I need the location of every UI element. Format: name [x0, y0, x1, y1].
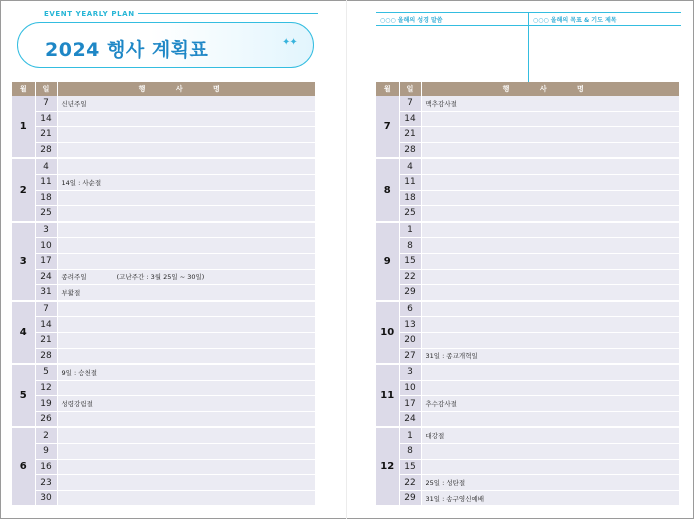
col-day-header: 일	[35, 82, 57, 96]
table-row	[376, 490, 680, 506]
event-name: 맥추감사절	[425, 99, 457, 108]
title-banner	[17, 22, 314, 68]
event-cell[interactable]	[57, 190, 316, 206]
event-cell[interactable]	[421, 127, 680, 143]
event-cell[interactable]	[57, 253, 316, 269]
event-cell[interactable]	[57, 174, 316, 190]
day-cell: 19	[35, 396, 57, 412]
month-cell: 8	[376, 158, 399, 221]
table-row	[376, 174, 680, 190]
event-cell[interactable]	[421, 348, 680, 364]
event-cell[interactable]	[57, 96, 316, 111]
col-day-header: 일	[399, 82, 421, 96]
month-cell: 7	[376, 96, 399, 158]
table-row	[12, 332, 316, 348]
table-row	[376, 222, 680, 238]
event-cell[interactable]	[57, 269, 316, 285]
event-cell[interactable]	[421, 396, 680, 412]
table-row	[376, 364, 680, 380]
table-row	[376, 158, 680, 174]
event-cell[interactable]	[421, 332, 680, 348]
day-cell: 18	[399, 190, 421, 206]
col-event-header: 행 사 명	[421, 82, 680, 96]
event-cell[interactable]	[421, 158, 680, 174]
page-title: 2024 행사 계획표	[45, 39, 209, 61]
event-cell[interactable]	[57, 411, 316, 427]
table-row	[376, 111, 680, 127]
month-cell: 10	[376, 301, 399, 364]
event-name: 성령강림절	[61, 400, 93, 409]
table-row	[12, 238, 316, 254]
day-cell: 5	[35, 364, 57, 380]
brand-underline	[138, 13, 318, 14]
event-cell[interactable]	[421, 269, 680, 285]
day-cell: 28	[399, 142, 421, 158]
table-row	[376, 269, 680, 285]
day-cell: 25	[399, 206, 421, 222]
event-cell[interactable]	[421, 222, 680, 238]
table-row	[12, 142, 316, 158]
table-row	[376, 190, 680, 206]
table-row	[12, 127, 316, 143]
table-row	[376, 285, 680, 301]
table-row	[12, 301, 316, 317]
table-row	[12, 459, 316, 475]
day-cell: 15	[399, 459, 421, 475]
day-cell: 17	[35, 253, 57, 269]
day-cell: 7	[35, 96, 57, 111]
event-cell[interactable]	[57, 490, 316, 506]
event-cell[interactable]	[57, 396, 316, 412]
goals-prayer-label: ○○○ 올해의 목표 & 기도 제목	[533, 17, 617, 24]
event-cell[interactable]	[57, 332, 316, 348]
month-cell: 9	[376, 222, 399, 301]
table-row	[376, 301, 680, 317]
page-fold	[346, 0, 347, 519]
table-row	[12, 96, 316, 111]
event-cell[interactable]	[421, 444, 680, 460]
day-cell: 24	[35, 269, 57, 285]
table-header-row	[376, 82, 680, 96]
day-cell: 15	[399, 253, 421, 269]
event-cell[interactable]	[421, 142, 680, 158]
event-cell[interactable]	[421, 317, 680, 333]
table-row	[12, 411, 316, 427]
table-row	[376, 348, 680, 364]
day-cell: 16	[35, 459, 57, 475]
table-row	[12, 317, 316, 333]
col-month-header: 월	[376, 82, 399, 96]
table-row	[12, 253, 316, 269]
table-row	[376, 444, 680, 460]
event-name: 부활절	[61, 288, 81, 297]
brand-label: EVENT YEARLY PLAN	[44, 10, 135, 18]
day-cell: 25	[35, 206, 57, 222]
table-row	[376, 411, 680, 427]
event-cell[interactable]	[421, 96, 680, 111]
day-cell: 3	[399, 364, 421, 380]
event-name: 14일 : 사순절	[61, 178, 102, 187]
table-row	[12, 380, 316, 396]
day-cell: 18	[35, 190, 57, 206]
event-cell[interactable]	[57, 380, 316, 396]
day-cell: 14	[399, 111, 421, 127]
table-row	[12, 174, 316, 190]
day-cell: 10	[35, 238, 57, 254]
day-cell: 11	[35, 174, 57, 190]
table-row	[376, 332, 680, 348]
event-cell[interactable]	[421, 364, 680, 380]
table-row	[12, 111, 316, 127]
day-cell: 8	[399, 444, 421, 460]
table-row	[12, 269, 316, 285]
day-cell: 27	[399, 348, 421, 364]
event-name: 추수감사절	[425, 400, 457, 409]
table-header-row	[12, 82, 316, 96]
day-cell: 21	[35, 127, 57, 143]
event-cell[interactable]	[57, 285, 316, 301]
schedule-table-jul-dec	[376, 82, 680, 507]
table-row	[12, 158, 316, 174]
table-row	[376, 317, 680, 333]
day-cell: 30	[35, 490, 57, 506]
month-cell: 3	[12, 222, 35, 301]
table-row	[376, 427, 680, 443]
event-name: 31일 : 송구영신예배	[425, 494, 485, 503]
table-row	[12, 396, 316, 412]
yearly-goals-box	[376, 12, 681, 82]
day-cell: 7	[35, 301, 57, 317]
month-cell: 6	[12, 427, 35, 506]
day-cell: 21	[35, 332, 57, 348]
table-row	[376, 96, 680, 111]
event-cell[interactable]	[57, 475, 316, 491]
table-row	[12, 190, 316, 206]
event-cell[interactable]	[57, 238, 316, 254]
event-cell[interactable]	[421, 190, 680, 206]
month-cell: 2	[12, 158, 35, 221]
day-cell: 4	[399, 158, 421, 174]
month-cell: 1	[12, 96, 35, 158]
table-row	[376, 253, 680, 269]
event-name: 신년주일	[61, 99, 87, 108]
event-cell[interactable]	[421, 285, 680, 301]
table-row	[376, 206, 680, 222]
day-cell: 26	[35, 411, 57, 427]
day-cell: 6	[399, 301, 421, 317]
day-cell: 23	[35, 475, 57, 491]
day-cell: 10	[399, 380, 421, 396]
event-cell[interactable]	[421, 411, 680, 427]
col-event-header: 행 사 명	[57, 82, 316, 96]
day-cell: 22	[399, 475, 421, 491]
day-cell: 14	[35, 317, 57, 333]
event-cell[interactable]	[57, 317, 316, 333]
day-cell: 21	[399, 127, 421, 143]
table-row	[12, 444, 316, 460]
table-row	[376, 475, 680, 491]
event-name: 31일 : 종교개혁일	[425, 352, 478, 361]
event-cell[interactable]	[57, 222, 316, 238]
table-row	[376, 396, 680, 412]
event-cell[interactable]	[421, 475, 680, 491]
event-name: 종려주일	[61, 273, 87, 282]
table-row	[12, 475, 316, 491]
day-cell: 29	[399, 490, 421, 506]
event-cell[interactable]	[421, 459, 680, 475]
table-row	[12, 285, 316, 301]
day-cell: 28	[35, 142, 57, 158]
event-cell[interactable]	[57, 127, 316, 143]
day-cell: 31	[35, 285, 57, 301]
sparkle-icon: ✦✦	[282, 37, 297, 48]
day-cell: 3	[35, 222, 57, 238]
event-cell[interactable]	[57, 348, 316, 364]
schedule-table-jan-jun	[12, 82, 316, 507]
day-cell: 1	[399, 427, 421, 443]
month-cell: 11	[376, 364, 399, 427]
day-cell: 12	[35, 380, 57, 396]
bible-verse-label: ○○○ 올해의 성경 말씀	[380, 17, 443, 24]
day-cell: 24	[399, 411, 421, 427]
event-cell[interactable]	[57, 427, 316, 443]
goals-prayer-area[interactable]	[529, 26, 681, 82]
event-cell[interactable]	[421, 380, 680, 396]
month-cell: 5	[12, 364, 35, 427]
bible-verse-area[interactable]	[376, 26, 528, 82]
event-cell[interactable]	[57, 142, 316, 158]
event-cell[interactable]	[421, 301, 680, 317]
col-month-header: 월	[12, 82, 35, 96]
day-cell: 2	[35, 427, 57, 443]
day-cell: 22	[399, 269, 421, 285]
day-cell: 17	[399, 396, 421, 412]
table-row	[12, 206, 316, 222]
event-cell[interactable]	[57, 459, 316, 475]
day-cell: 4	[35, 158, 57, 174]
table-row	[376, 238, 680, 254]
day-cell: 14	[35, 111, 57, 127]
day-cell: 29	[399, 285, 421, 301]
table-row	[376, 380, 680, 396]
event-cell[interactable]	[57, 158, 316, 174]
event-cell[interactable]	[421, 206, 680, 222]
event-cell[interactable]	[57, 206, 316, 222]
table-row	[12, 364, 316, 380]
month-cell: 4	[12, 301, 35, 364]
event-cell[interactable]	[421, 490, 680, 506]
event-name: 25일 : 성탄절	[425, 479, 466, 488]
event-cell[interactable]	[421, 174, 680, 190]
event-cell[interactable]	[57, 301, 316, 317]
day-cell: 7	[399, 96, 421, 111]
table-row	[12, 348, 316, 364]
table-row	[12, 490, 316, 506]
event-cell[interactable]	[57, 364, 316, 380]
event-cell[interactable]	[57, 111, 316, 127]
event-cell[interactable]	[421, 238, 680, 254]
day-cell: 1	[399, 222, 421, 238]
event-name: 대강절	[425, 432, 445, 441]
table-row	[12, 427, 316, 443]
day-cell: 9	[35, 444, 57, 460]
day-cell: 11	[399, 174, 421, 190]
event-cell[interactable]	[421, 427, 680, 443]
event-cell[interactable]	[421, 111, 680, 127]
table-row	[376, 142, 680, 158]
day-cell: 13	[399, 317, 421, 333]
table-row	[376, 127, 680, 143]
table-row	[376, 459, 680, 475]
day-cell: 20	[399, 332, 421, 348]
event-note: (고난주간 : 3월 25일 ~ 30일)	[116, 273, 205, 282]
day-cell: 8	[399, 238, 421, 254]
event-cell[interactable]	[421, 253, 680, 269]
day-cell: 28	[35, 348, 57, 364]
table-row	[12, 222, 316, 238]
event-cell[interactable]	[57, 444, 316, 460]
event-name: 9일 : 승천절	[61, 368, 98, 377]
month-cell: 12	[376, 427, 399, 506]
